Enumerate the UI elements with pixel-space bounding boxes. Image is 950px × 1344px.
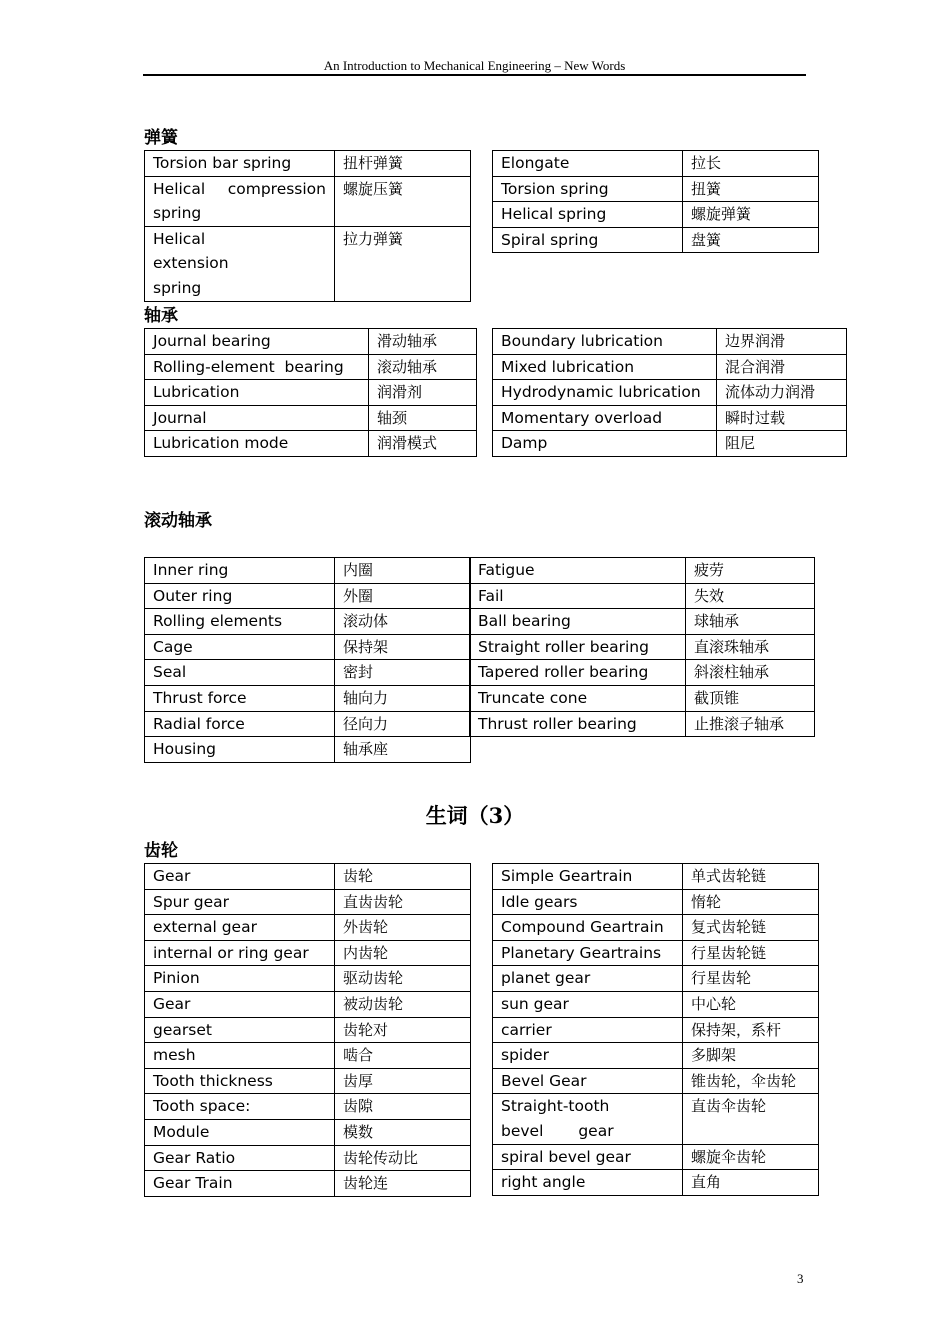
table-row [470, 634, 815, 660]
table-row [145, 737, 471, 763]
table-row [493, 915, 819, 941]
term-zh: 模数 [335, 1119, 471, 1145]
term-zh: 失效 [686, 583, 815, 609]
term-en: Torsion spring [493, 176, 683, 202]
term-en: Rolling-element bearing [145, 354, 369, 380]
term-en: Outer ring [145, 583, 335, 609]
header-rule [143, 74, 806, 76]
term-zh: 轴颈 [369, 405, 477, 431]
term-en: Simple Geartrain [493, 864, 683, 890]
term-zh: 轴向力 [335, 685, 471, 711]
term-zh: 边界润滑 [717, 329, 847, 355]
term-zh: 行星齿轮 [683, 966, 819, 992]
table-row [145, 660, 471, 686]
term-en: Mixed lubrication [493, 354, 717, 380]
term-en: Seal [145, 660, 335, 686]
term-en: Lubrication [145, 380, 369, 406]
term-zh: 保持架，系杆 [683, 1017, 819, 1043]
term-zh: 齿轮传动比 [335, 1145, 471, 1171]
term-en: Idle gears [493, 889, 683, 915]
table-row [145, 634, 471, 660]
table-row [493, 380, 847, 406]
term-en: Journal bearing [145, 329, 369, 355]
term-zh: 单式齿轮链 [683, 864, 819, 890]
term-zh: 截顶锥 [686, 685, 815, 711]
term-zh: 被动齿轮 [335, 991, 471, 1017]
table-row [493, 991, 819, 1017]
table-row [145, 1068, 471, 1094]
term-zh: 直滚珠轴承 [686, 634, 815, 660]
table-row [493, 864, 819, 890]
table-row [493, 227, 819, 253]
term-en: Ball bearing [470, 609, 686, 635]
table-row [470, 685, 815, 711]
section-title-gear: 齿轮 [144, 841, 178, 861]
table-row [470, 583, 815, 609]
term-en: Helical compression spring [145, 176, 335, 226]
term-zh: 滚动轴承 [369, 354, 477, 380]
table-row [493, 940, 819, 966]
vocabulary-title: 生词（3） [425, 803, 525, 828]
table-row [493, 889, 819, 915]
term-zh: 流体动力润滑 [717, 380, 847, 406]
term-zh: 内齿轮 [335, 940, 471, 966]
term-zh: 螺旋压簧 [335, 176, 471, 226]
table-row [145, 380, 477, 406]
table-row [145, 1119, 471, 1145]
table-row [470, 711, 815, 737]
table-row [145, 329, 477, 355]
spring-table-left [144, 150, 471, 302]
term-en: carrier [493, 1017, 683, 1043]
term-zh: 润滑剂 [369, 380, 477, 406]
table-row [493, 1068, 819, 1094]
term-zh: 混合润滑 [717, 354, 847, 380]
table-row [145, 405, 477, 431]
term-zh: 直齿齿轮 [335, 889, 471, 915]
term-en: Fail [470, 583, 686, 609]
table-row [145, 583, 471, 609]
term-zh: 径向力 [335, 711, 471, 737]
term-en: Thrust roller bearing [470, 711, 686, 737]
term-en: Gear [145, 991, 335, 1017]
term-zh: 盘簧 [683, 227, 819, 253]
term-en: Radial force [145, 711, 335, 737]
term-en: Gear [145, 864, 335, 890]
term-en: Thrust force [145, 685, 335, 711]
term-zh: 密封 [335, 660, 471, 686]
table-row [493, 151, 819, 177]
table-row [145, 915, 471, 941]
rolling-table-left [144, 557, 471, 763]
table-row [145, 940, 471, 966]
term-en: sun gear [493, 991, 683, 1017]
term-en: planet gear [493, 966, 683, 992]
spring-table-right [492, 150, 819, 253]
table-row [145, 1043, 471, 1069]
term-en: Rolling elements [145, 609, 335, 635]
term-en: Cage [145, 634, 335, 660]
term-zh: 外齿轮 [335, 915, 471, 941]
table-row [145, 609, 471, 635]
term-en: Gear Ratio [145, 1145, 335, 1171]
term-zh: 直齿伞齿轮 [683, 1094, 819, 1144]
table-row [493, 1094, 819, 1144]
term-zh: 直角 [683, 1170, 819, 1196]
page-number: 3 [797, 1271, 804, 1286]
term-en: Bevel Gear [493, 1068, 683, 1094]
term-en: internal or ring gear [145, 940, 335, 966]
term-en: gearset [145, 1017, 335, 1043]
table-row [145, 966, 471, 992]
term-en: Module [145, 1119, 335, 1145]
term-zh: 滚动体 [335, 609, 471, 635]
term-en: Pinion [145, 966, 335, 992]
term-en: Elongate [493, 151, 683, 177]
term-en: Momentary overload [493, 405, 717, 431]
table-row [493, 354, 847, 380]
term-zh: 润滑模式 [369, 431, 477, 457]
term-en: Torsion bar spring [145, 151, 335, 177]
table-row [145, 991, 471, 1017]
term-zh: 行星齿轮链 [683, 940, 819, 966]
term-en: Hydrodynamic lubrication [493, 380, 717, 406]
table-row [470, 609, 815, 635]
table-row [145, 558, 471, 584]
table-row [493, 1144, 819, 1170]
term-en: Journal [145, 405, 369, 431]
term-en: Truncate cone [470, 685, 686, 711]
table-row [493, 1043, 819, 1069]
term-zh: 滑动轴承 [369, 329, 477, 355]
term-en: spider [493, 1043, 683, 1069]
term-en: Straight roller bearing [470, 634, 686, 660]
section-title-spring: 弹簧 [144, 128, 178, 148]
table-row [145, 1145, 471, 1171]
term-zh: 扭簧 [683, 176, 819, 202]
term-zh: 齿隙 [335, 1094, 471, 1120]
term-en: right angle [493, 1170, 683, 1196]
term-en: Planetary Geartrains [493, 940, 683, 966]
term-zh: 复式齿轮链 [683, 915, 819, 941]
term-zh: 中心轮 [683, 991, 819, 1017]
term-en: Lubrication mode [145, 431, 369, 457]
table-row [145, 711, 471, 737]
table-row [145, 864, 471, 890]
term-zh: 止推滚子轴承 [686, 711, 815, 737]
term-zh: 内圈 [335, 558, 471, 584]
term-zh: 扭杆弹簧 [335, 151, 471, 177]
term-zh: 螺旋伞齿轮 [683, 1144, 819, 1170]
table-row [470, 558, 815, 584]
term-zh: 斜滚柱轴承 [686, 660, 815, 686]
table-row [145, 151, 471, 177]
table-row [493, 202, 819, 228]
term-zh: 齿轮 [335, 864, 471, 890]
table-row [145, 1017, 471, 1043]
term-zh: 拉力弹簧 [335, 226, 471, 301]
term-en: Tapered roller bearing [470, 660, 686, 686]
table-row [145, 889, 471, 915]
table-row [145, 431, 477, 457]
term-zh: 锥齿轮，伞齿轮 [683, 1068, 819, 1094]
table-row [145, 1171, 471, 1197]
table-row [493, 966, 819, 992]
table-row [145, 685, 471, 711]
term-en: Gear Train [145, 1171, 335, 1197]
table-row [493, 405, 847, 431]
table-row [493, 176, 819, 202]
term-en: Fatigue [470, 558, 686, 584]
term-zh: 惰轮 [683, 889, 819, 915]
term-zh: 齿轮对 [335, 1017, 471, 1043]
term-zh: 齿厚 [335, 1068, 471, 1094]
term-zh: 球轴承 [686, 609, 815, 635]
term-en: Inner ring [145, 558, 335, 584]
term-zh: 保持架 [335, 634, 471, 660]
term-zh: 拉长 [683, 151, 819, 177]
term-en: Compound Geartrain [493, 915, 683, 941]
table-row [145, 354, 477, 380]
term-zh: 齿轮连 [335, 1171, 471, 1197]
term-en: Boundary lubrication [493, 329, 717, 355]
term-zh: 轴承座 [335, 737, 471, 763]
table-row [493, 1170, 819, 1196]
term-en: external gear [145, 915, 335, 941]
term-en: Helical extension spring [145, 226, 335, 301]
term-zh: 啮合 [335, 1043, 471, 1069]
term-en: Tooth thickness [145, 1068, 335, 1094]
gear-table-right [492, 863, 819, 1196]
term-en: Straight-tooth bevel gear [493, 1094, 683, 1144]
term-zh: 疲劳 [686, 558, 815, 584]
term-zh: 外圈 [335, 583, 471, 609]
term-zh: 阻尼 [717, 431, 847, 457]
table-row [493, 431, 847, 457]
section-title-rolling-bearing: 滚动轴承 [144, 511, 212, 531]
gear-table-left [144, 863, 471, 1197]
term-en: Helical spring [493, 202, 683, 228]
term-zh: 多脚架 [683, 1043, 819, 1069]
rolling-table-right [469, 557, 815, 737]
table-row [145, 176, 471, 226]
table-row [493, 329, 847, 355]
term-zh: 驱动齿轮 [335, 966, 471, 992]
section-title-bearing: 轴承 [144, 306, 178, 326]
table-row [470, 660, 815, 686]
bearing-table-left [144, 328, 477, 457]
term-en: Housing [145, 737, 335, 763]
term-en: mesh [145, 1043, 335, 1069]
page-header: An Introduction to Mechanical Engineering – New Words [323, 58, 626, 73]
term-en: spiral bevel gear [493, 1144, 683, 1170]
term-en: Tooth space: [145, 1094, 335, 1120]
table-row [145, 1094, 471, 1120]
term-en: Spiral spring [493, 227, 683, 253]
table-row [493, 1017, 819, 1043]
bearing-table-right [492, 328, 847, 457]
term-zh: 螺旋弹簧 [683, 202, 819, 228]
term-en: Spur gear [145, 889, 335, 915]
table-row [145, 226, 471, 301]
term-zh: 瞬时过载 [717, 405, 847, 431]
term-en: Damp [493, 431, 717, 457]
